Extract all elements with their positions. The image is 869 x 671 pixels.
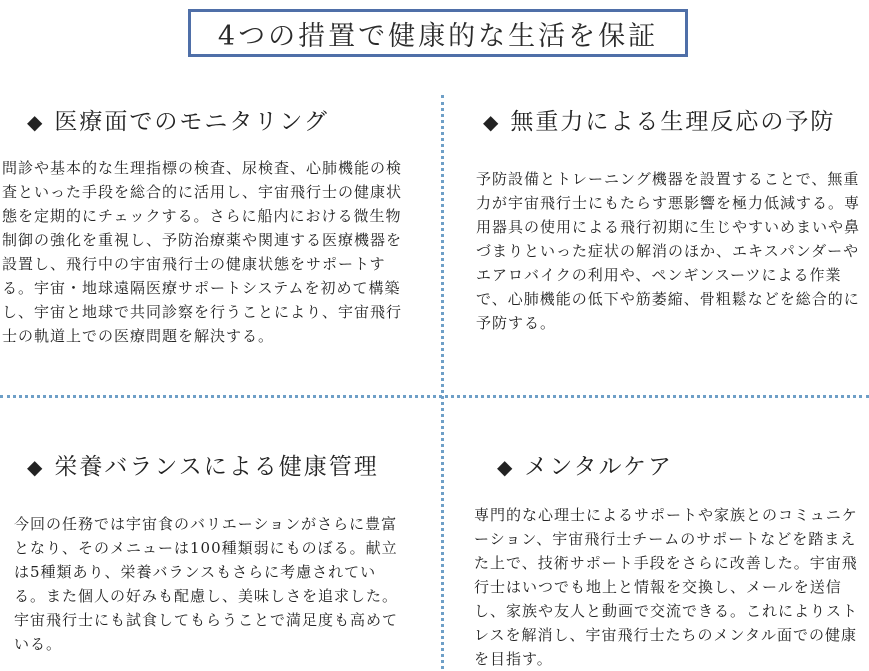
diamond-bullet-icon: ◆ — [27, 110, 45, 134]
horizontal-divider — [0, 395, 869, 398]
diamond-bullet-icon: ◆ — [483, 110, 501, 134]
section-heading-mental-care — [497, 448, 673, 481]
section-body-nutrition: 今回の任務では宇宙食のバリエーションがさらに豊富となり、そのメニューは100種類弱にものぼる。献立は5種類あり、栄養バランスもさらに考慮されている。また個人の好みも配慮し、美味しさを追求した。宇宙飛行士にも試食してもらうことで満足度も高めている。 — [14, 515, 399, 653]
section-heading-medical-monitoring — [27, 103, 329, 136]
section-heading-text: メンタルケア — [524, 454, 674, 480]
page-title-text: 4つの措置で健康的な生活を保証 — [217, 20, 659, 52]
section-heading-weightlessness-prevention — [483, 103, 835, 136]
page-title — [188, 9, 688, 57]
section-heading-nutrition — [27, 448, 379, 481]
section-body-weightlessness-prevention: 予防設備とトレーニング機器を設置することで、無重力が宇宙飛行士にもたらす悪影響を極力低減する。専用器具の使用による飛行初期に生じやすいめまいや鼻づまりといった症状の解消のほか、エキスパンダーやエアロバイクの利用や、ペンギンスーツによる作業で、心肺機能の低下や筋萎縮、骨粗鬆などを総合的に予防する。 — [476, 170, 861, 332]
diamond-bullet-icon: ◆ — [27, 455, 45, 479]
section-heading-text: 栄養バランスによる健康管理 — [54, 454, 379, 480]
diamond-bullet-icon: ◆ — [497, 455, 515, 479]
section-heading-text: 医療面でのモニタリング — [54, 109, 329, 135]
section-body-medical-monitoring: 問診や基本的な生理指標の検査、尿検査、心肺機能の検査といった手段を総合的に活用し、宇宙飛行士の健康状態を定期的にチェックする。さらに船内における微生物制御の強化を重視し、予防治療薬や関連する医療機器を設置し、飛行中の宇宙飛行士の健康状態をサポートする。宇宙・地球遠隔医療サポートシステムを初めて構築し、宇宙と地球で共同診察を行うことにより、宇宙飛行士の軌道上での医療問題を解決する。 — [2, 159, 403, 345]
section-body-mental-care: 専門的な心理士によるサポートや家族とのコミュニケーション、宇宙飛行士チームのサポートなどを踏まえた上で、技術サポート手段をさらに改善した。宇宙飛行士はいつでも地上と情報を交換し、メールを送信し、家族や友人と動画で交流できる。これによりストレスを解消し、宇宙飛行士たちのメンタル面での健康を目指す。 — [474, 506, 859, 668]
vertical-divider — [441, 95, 444, 669]
section-heading-text: 無重力による生理反応の予防 — [510, 109, 836, 135]
